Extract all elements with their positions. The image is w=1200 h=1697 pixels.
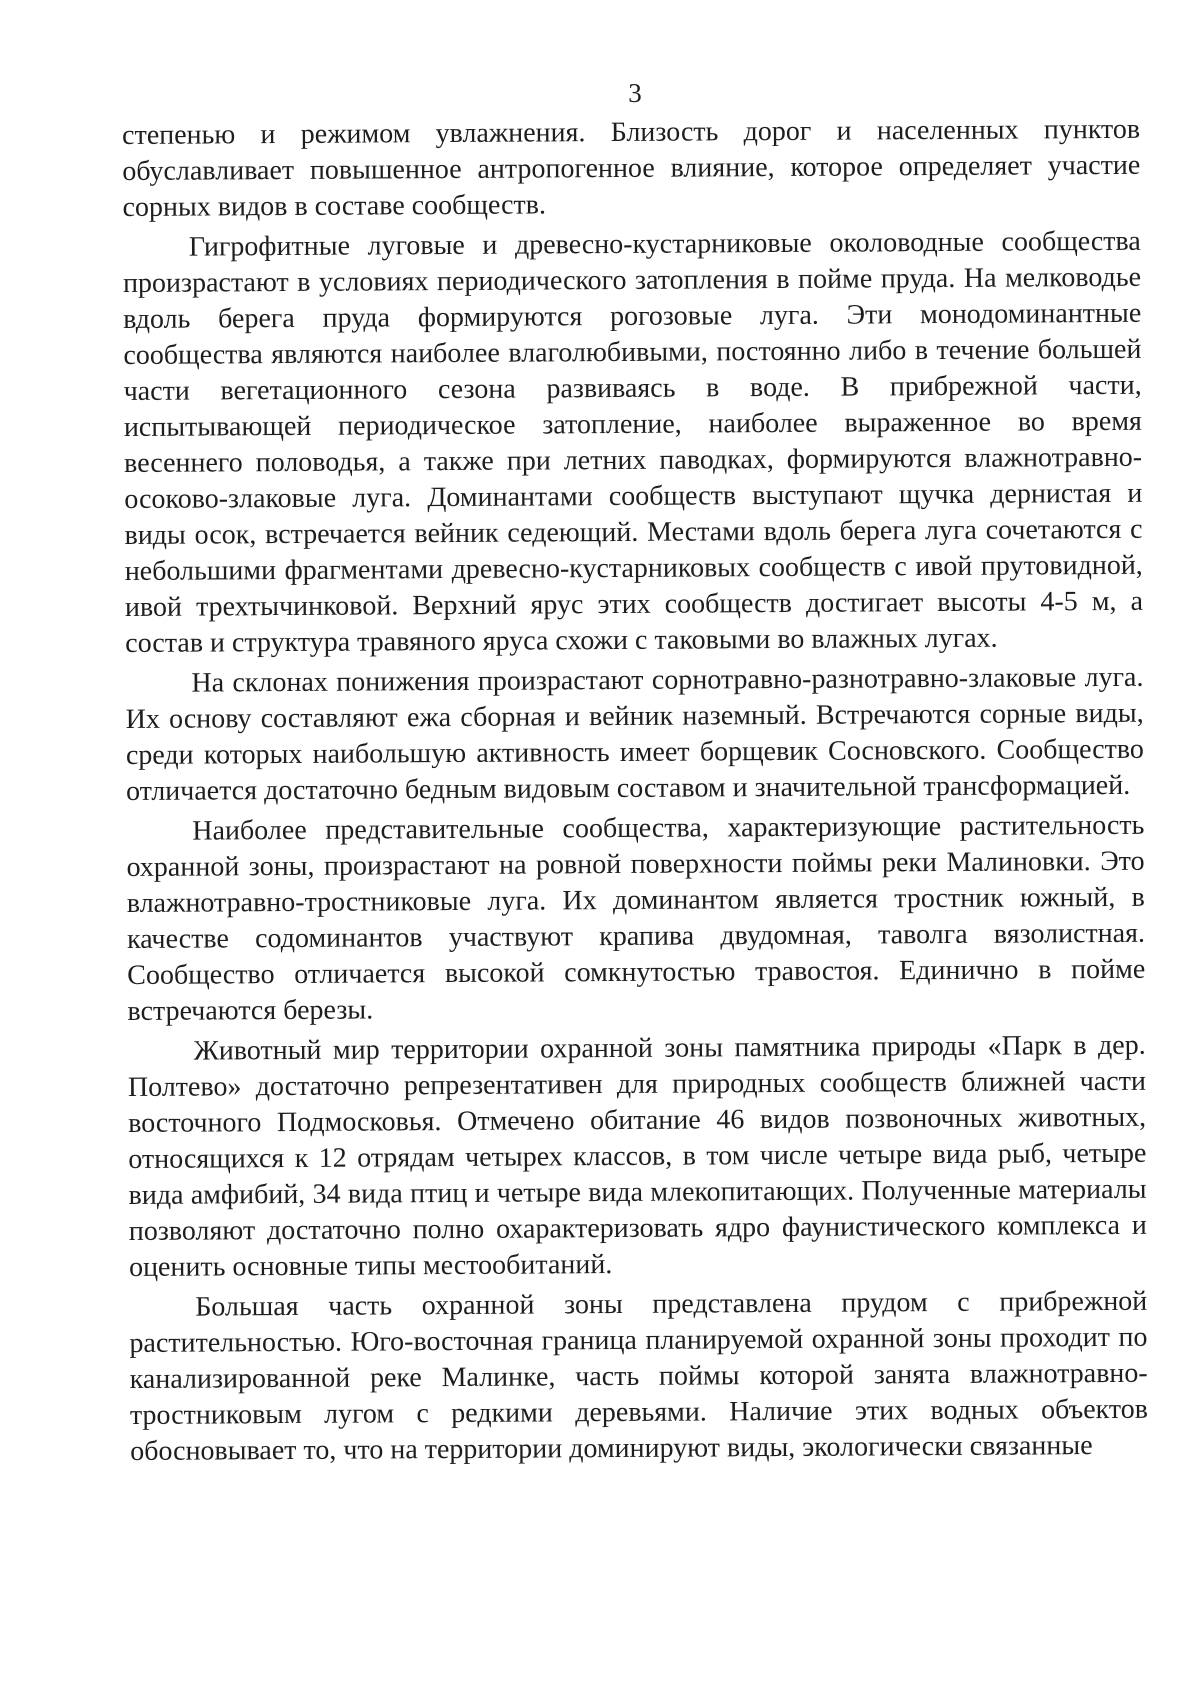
page-number: 3 [628,78,642,108]
paragraph-3: На склонах понижения произрастают сорнотравно-разнотравно-злаковые луга. Их основу составляют ежа сборная и вейник наземный. Встречаются сорные виды, среди которых наибольшую активность имеет борщевик Сосновского. Сообщество отличается достаточно бедным видовым составом и значительной трансформацией. [125,661,1144,807]
paragraph-5: Животный мир территории охранной зоны памятника природы «Парк в дер. Полтево» достаточно репрезентативен для природных сообществ ближней части восточного Подмосковья. Отмечено обитание 46 видов позвоночных животных, относящихся к 12 отрядам четырех классов, в том числе четыре вида рыб, четыре вида амфибий, 34 вида птиц и четыре вида млекопитающих. Полученные материалы позволяют достаточно полно охарактеризовать ядро фаунистического комплекса и оценить основные типы местообитаний. [127,1029,1147,1283]
paragraph-6: Большая часть охранной зоны представлена прудом с прибрежной растительностью. Юго-восточная граница планируемой охранной зоны проходит по канализированной реке Малинке, часть поймы которой занята влажнотравно-тростниковым лугом с редкими деревьями. Наличие этих водных объектов обосновывает то, что на территории доминируют виды, экологически связанные [129,1285,1149,1467]
paragraph-1: степенью и режимом увлажнения. Близость дорог и населенных пунктов обуславливает повышенное антропогенное влияние, которое определяет участие сорных видов в составе сообществ. [122,113,1141,223]
document-body [122,112,1148,1474]
paragraph-2: Гигрофитные луговые и древесно-кустарниковые околоводные сообщества произрастают в условиях периодического затопления в пойме пруда. На мелководье вдоль берега пруда формируются рогозовые луга. Эти монодоминантные сообщества являются наиболее влаголюбивыми, постоянно либо в течение большей части вегетационного сезона развиваясь в воде. В прибрежной части, испытывающей периодическое затопление, наиболее выраженное во время весеннего половодья, а также при летних паводках, формируются влажнотравно-осоково-злаковые луга. Доминантами сообществ выступают щучка дернистая и виды осок, встречается вейник седеющий. Местами вдоль берега луга сочетаются с небольшими фрагментами древесно-кустарниковых сообществ с ивой прутовидной, ивой трехтычинковой. Верхний ярус этих сообществ достигает высоты 4-5 м, а состав и структура травяного яруса схожи с таковыми во влажных лугах. [122,225,1144,659]
paragraph-4: Наиболее представительные сообщества, характеризующие растительность охранной зоны, произрастают на ровной поверхности поймы реки Малиновки. Это влажнотравно-тростниковые луга. Их доминантом является тростник южный, в качестве содоминантов участвуют крапива двудомная, таволга вязолистная. Сообщество отличается высокой сомкнутостью травостоя. Единично в пойме встречаются березы. [126,809,1146,1027]
